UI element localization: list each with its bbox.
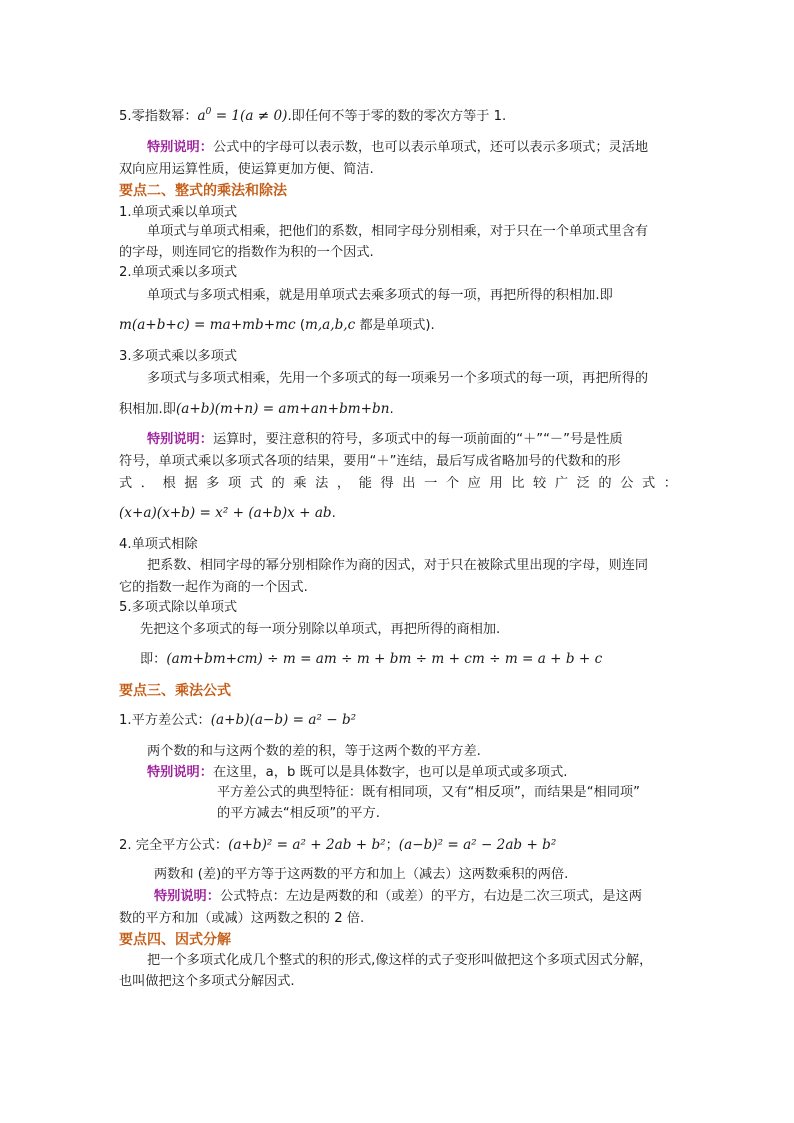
para-mono-mono-1: 单项式与单项式相乘，把他们的系数，相同字母分别相乘，对于只在一个单项式里含有	[147, 224, 649, 239]
formula-poly-div: 即：(am+bm+cm) ÷ m = am ÷ m + bm ÷ m + cm ÷ m = a + b + c	[140, 651, 603, 667]
note-3-cont-2: 的平方减去“相反项”的平方.	[217, 806, 380, 821]
subheading-mono-poly: 2.单项式乘以多项式	[119, 265, 238, 280]
note-1-cont: 双向应用运算性质，使运算更加方便、简洁.	[119, 162, 374, 177]
note-3-cont-1: 平方差公式的典型特征：既有相同项，又有“相反项”，而结果是“相同项”	[217, 785, 640, 800]
subheading-mono-mono: 1.单项式乘以单项式	[119, 205, 238, 220]
para-mono-div-1: 把系数、相同字母的幂分别相除作为商的因式，对于只在被除式里出现的字母，则连同	[147, 558, 649, 573]
subheading-poly-poly: 3.多项式乘以多项式	[119, 349, 238, 364]
para-diff-squares: 两个数的和与这两个数的差的积，等于这两个数的平方差.	[147, 744, 481, 759]
heading-point-2: 要点二、整式的乘法和除法	[119, 183, 287, 199]
perfect-square-line: 2. 完全平方公式：(a+b)² = a² + 2ab + b²；(a−b)² = a² − 2ab + b²	[119, 837, 557, 853]
note-4-cont: 数的平方和加（或减）这两数之积的 2 倍.	[119, 911, 365, 926]
note-1: 特别说明：公式中的字母可以表示数，也可以表示单项式，还可以表示多项式；灵活地	[147, 140, 649, 155]
zero-exponent-line: 5.零指数幂：$a^0 = 1(a \ne 0)$.即任何不等于零的数的零次方等于 1.	[119, 107, 507, 124]
para-mono-poly-1: 单项式与多项式相乘，就是用单项式去乘多项式的每一项，再把所得的积相加.即	[147, 288, 613, 303]
zero-exponent-formula: $a^0 = 1(a \ne 0)$	[197, 107, 288, 124]
note-2-cont-1: 符号，单项式乘以多项式各项的结果，要用“＋”连结，最后写成省略加号的代数和的形	[119, 454, 621, 469]
para-perfect-square: 两数和 (差)的平方等于这两数的平方和加上（减去）这两数乘积的两倍.	[154, 867, 569, 882]
note-3: 特别说明：在这里，a，b 既可以是具体数字，也可以是单项式或多项式.	[147, 765, 568, 780]
note-2: 特别说明：运算时，要注意积的符号，多项式中的每一项前面的“＋”“－”号是性质	[147, 432, 623, 447]
subheading-mono-div: 4.单项式相除	[119, 537, 198, 552]
formula-x-a-x-b: (x+a)(x+b) = x² + (a+b)x + ab.	[119, 505, 336, 521]
para-mono-mono-2: 的字母，则连同它的指数作为积的一个因式.	[119, 245, 374, 260]
para-poly-poly-1: 多项式与多项式相乘，先用一个多项式的每一项乘另一个多项式的每一项，再把所得的	[147, 371, 649, 386]
heading-point-3: 要点三、乘法公式	[119, 683, 231, 699]
note-4: 特别说明：公式特点：左边是两数的和（或差）的平方，右边是二次三项式，是这两	[154, 889, 642, 904]
subheading-poly-div: 5.多项式除以单项式	[119, 600, 238, 615]
para-poly-div-1: 先把这个多项式的每一项分别除以单项式，再把所得的商相加.	[140, 622, 501, 637]
formula-poly-poly: 积相加.即(a+b)(m+n) = am+an+bm+bn.	[119, 401, 394, 417]
note-2-cont-2: 式．根据多项式的乘法，能得出一个应用比较广泛的公式：	[119, 476, 677, 491]
formula-mono-poly: m(a+b+c) = ma+mb+mc (m,a,b,c 都是单项式).	[119, 317, 435, 333]
heading-point-4: 要点四、因式分解	[119, 932, 231, 948]
para-mono-div-2: 它的指数一起作为商的一个因式.	[119, 580, 308, 595]
para-factorization-2: 也叫做把这个多项式分解因式.	[119, 974, 295, 989]
para-factorization-1: 把一个多项式化成几个整式的积的形式,像这样的式子变形叫做把这个多项式因式分解，	[147, 953, 653, 968]
diff-of-squares-line: 1.平方差公式：(a+b)(a−b) = a² − b²	[119, 712, 357, 728]
